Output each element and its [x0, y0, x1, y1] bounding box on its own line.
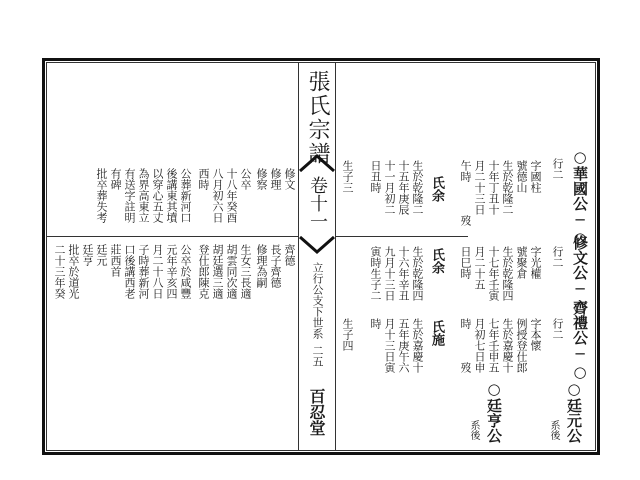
detail-line: 月二十五 [473, 246, 486, 290]
left-line: 為界高東立 [137, 168, 150, 223]
person-name-qili: 齊禮公─○ [571, 300, 589, 381]
branch-label: 立行公支下世系 [311, 262, 324, 339]
gen-order: 行二 [551, 246, 564, 268]
detail-line: 月十三日寅 [383, 318, 396, 373]
successor-tingheng: ○廷亨公 [485, 380, 503, 443]
left-line: 胡雲同次適 [225, 244, 238, 299]
left-line: 批卒於道光 [67, 244, 80, 299]
left-line: 公卒 [239, 168, 252, 190]
left-line: 十八年癸酉 [225, 168, 238, 223]
detail-line: 生於乾隆二 [411, 160, 424, 215]
detail-line: 時 [369, 318, 382, 329]
detail-line: 時 歿 [459, 318, 472, 373]
left-line: 生女三長適 [239, 244, 252, 299]
fishtail-bottom [299, 236, 335, 254]
left-line: 修理 [269, 168, 282, 190]
left-line: 登仕郎陳克 [197, 244, 210, 299]
detail-line: 生於嘉慶十 [411, 318, 424, 373]
left-line: 二十三年癸 [53, 244, 66, 299]
hall-name: 百忍堂 [307, 388, 326, 436]
detail-line: 字本懷 [529, 318, 542, 351]
detail-line: 十七年壬寅 [487, 246, 500, 301]
left-line: 公卒於咸豐 [179, 244, 192, 299]
detail-line: 十一月初二 [383, 160, 396, 215]
successor-tingyuan: ○廷元公 [565, 380, 583, 443]
left-line: 修察 [255, 168, 268, 190]
left-line: 齊德 [283, 244, 296, 266]
gen-order: 行二 [551, 318, 564, 340]
detail-line: 生於乾隆二 [501, 160, 514, 215]
left-line: 以穿心五丈 [151, 168, 164, 223]
person-name-xiuwen: 修文公─○ [571, 235, 589, 316]
gen-order: 行二 [551, 158, 564, 180]
detail-line: 日巳時 [459, 246, 472, 279]
wife-clan: 氏余 [429, 248, 444, 274]
fishtail-top [299, 154, 335, 172]
left-line: 西時 [197, 168, 210, 190]
detail-line: 號聚倉 [515, 246, 528, 279]
person-name-huaguo: ○華國公─○ [571, 148, 589, 247]
left-line: 月二十八日 [151, 244, 164, 299]
detail-line: 午時 歿 [459, 160, 472, 226]
wife-clan: 氏余 [429, 176, 444, 202]
detail-line: 例授登仕郎 [515, 318, 528, 373]
detail-line: 十年丁丑十 [487, 160, 500, 215]
left-line: 口後講西老 [123, 244, 136, 299]
left-line: 修理為嗣 [255, 244, 268, 288]
detail-line: 字光權 [529, 246, 542, 279]
detail-line: 日丑時 [369, 160, 382, 193]
left-line: 修文 [283, 168, 296, 190]
left-line: 莊西首 [109, 244, 122, 277]
detail-line: 十五年庚辰 [397, 160, 410, 215]
detail-line: 五年庚午六 [397, 318, 410, 373]
left-line: 長子齊德 [269, 244, 282, 288]
divider-left [47, 236, 298, 237]
book-title: 張氏宗譜 [305, 70, 330, 166]
left-line: 有碑 [109, 168, 122, 190]
detail-line: 生子四 [341, 318, 354, 351]
detail-line: 寅時生子二 [369, 246, 382, 301]
left-line: 胡廷選三適 [211, 244, 224, 299]
detail-line: 十六年辛丑 [397, 246, 410, 301]
left-line: 八月初六日 [211, 168, 224, 223]
detail-line: 生於嘉慶十 [501, 318, 514, 373]
detail-line: 月初七日申 [473, 318, 486, 373]
left-line: 廷亨 [81, 244, 94, 266]
successor-note: 系後 [468, 420, 479, 440]
detail-line: 字國柱 [529, 160, 542, 193]
left-line: 批卒葬失考 [95, 168, 108, 223]
left-line: 元年辛亥四 [165, 244, 178, 299]
page-number: 二五 [311, 345, 324, 367]
left-line: 公葬新河口 [179, 168, 192, 223]
successor-note: 系後 [548, 420, 559, 440]
detail-line: 九月十三日 [383, 246, 396, 301]
detail-line: 號德山 [515, 160, 528, 193]
detail-line: 七年壬申五 [487, 318, 500, 373]
left-line: 後講東其墳 [165, 168, 178, 223]
detail-line: 生子三 [341, 160, 354, 193]
left-line: 廷元 [95, 244, 108, 266]
detail-line: 月二十三日 [473, 160, 486, 215]
divider-right [336, 236, 468, 237]
detail-line: 生於乾隆四 [501, 246, 514, 301]
volume-label: 卷十一 [307, 176, 328, 230]
left-line: 有送字註明 [123, 168, 136, 223]
left-line: 子時葬新河 [137, 244, 150, 299]
detail-line: 生於乾隆四 [411, 246, 424, 301]
wife-clan: 氏施 [429, 320, 444, 346]
